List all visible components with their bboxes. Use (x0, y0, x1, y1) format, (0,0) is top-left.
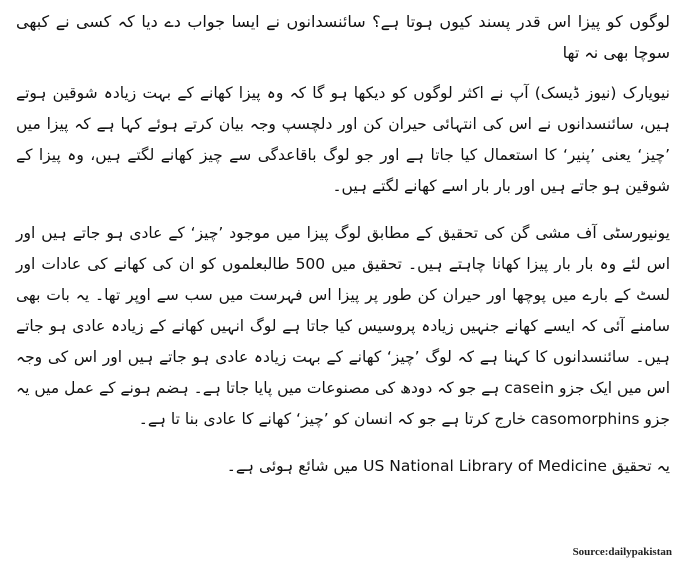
article-body (16, 6, 670, 498)
article-paragraph-publication: یہ تحقیق US National Library of Medicine میں شائع ہوئی ہے۔ (226, 457, 670, 475)
article-paragraph-intro: نیویارک (نیوز ڈیسک) آپ نے اکثر لوگوں کو دیکھا ہو گا کہ وہ پیزا کھانے کے بہت زیادہ شوقین ہوتے ہیں، سائنسدانوں نے اس کی انتہائی حیران کن اور دلچسپ وجہ بیان کرتے ہوئے کہا ہے کہ پیزا میں ’چیز‘ یعنی ’پنیر‘ کا استعمال کیا جاتا ہے اور جو لوگ باقاعدگی سے چیز کھانے لگتے ہیں، وہ پیزا کے شوقین ہو جاتے ہیں اور بار بار اسے کھانے لگتے ہیں۔ (16, 84, 670, 195)
source-credit: Source:dailypakistan (572, 546, 672, 558)
article-title: لوگوں کو پیزا اس قدر پسند کیوں ہوتا ہے؟ سائنسدانوں نے ایسا جواب دے دیا کہ کسی نے کبھی سوچا بھی نہ تھا (16, 12, 670, 62)
article-paragraph-research: یونیورسٹی آف مشی گن کی تحقیق کے مطابق لوگ پیزا میں موجود ’چیز‘ کے عادی ہو جاتے ہیں اور اس لئے وہ بار بار پیزا کھانا چاہتے ہیں۔ تحقیق میں 500 طالبعلموں کو ان کی کھانے کی عادات اور لسٹ کے بارے میں پوچھا اور حیران کن طور پر پیزا اس فہرست میں سب سے اوپر تھا۔ یہ بات بھی سامنے آئی کہ ایسے کھانے جنہیں زیادہ پروسیس کیا جاتا ہے لوگ انہیں کھانے کے زیادہ عادی ہو جاتے ہیں۔ سائنسدانوں کا کہنا ہے کہ لوگ ’چیز‘ کھانے کے بہت زیادہ عادی ہو جاتے ہیں اور اس کی وجہ اس میں ایک جزو casein ہے جو کہ دودھ کی مصنوعات میں پایا جاتا ہے۔ ہضم ہونے کے عمل میں یہ جزو casomorphins خارج کرتا ہے جو کہ انسان کو ’چیز‘ کھانے کا عادی بنا تا ہے۔ (16, 224, 671, 428)
